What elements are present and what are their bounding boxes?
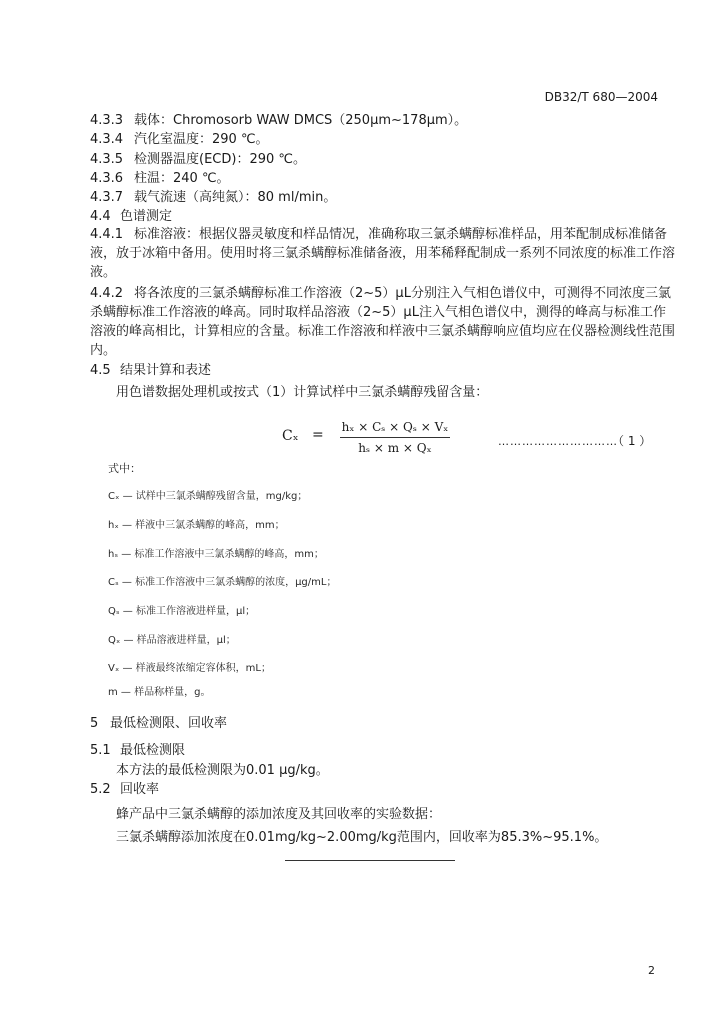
heading-4-4 [90, 208, 172, 225]
legend-item: Qₛ — 标准工作溶液进样量，μl； [108, 606, 256, 617]
end-rule [285, 860, 455, 861]
clause-number: 4.4.1 [90, 227, 124, 242]
legend-item: hₓ — 样液中三氯杀螨醇的峰高，mm； [108, 520, 285, 531]
formula-numerator: hₓ × Cₛ × Qₛ × Vₓ [341, 420, 449, 434]
paragraph-line: 用色谱数据处理机或按式（1）计算试样中三氯杀螨醇残留含量： [116, 385, 489, 400]
clause-4-3-4 [90, 131, 269, 148]
paragraph-line: 蜂产品中三氯杀螨醇的添加浓度及其回收率的实验数据： [116, 807, 442, 822]
formula-leader-dots: ………………………… [498, 435, 618, 448]
clause-4-3-7 [90, 189, 336, 206]
clause-number: 5.1 [90, 743, 111, 758]
heading-4-5 [90, 362, 211, 379]
clause-number: 4.3.5 [90, 152, 124, 167]
paragraph-line: 液，放于冰箱中备用。使用时将三氯杀螨醇标准储备液，用苯稀释配制成一系列不同浓度的标准工作溶 [90, 246, 676, 261]
clause-number: 5 [90, 716, 99, 731]
formula-lhs: Cₓ [282, 428, 299, 444]
clause-number: 5.2 [90, 782, 111, 797]
clause-number: 4.3.7 [90, 190, 124, 205]
formula-denominator: hₛ × m × Qₓ [358, 441, 432, 455]
heading-5-1 [90, 742, 185, 759]
clause-text: 载气流速（高纯氮）：80 ml/min。 [134, 190, 337, 205]
clause-text: 汽化室温度：290 ℃。 [134, 132, 269, 147]
clause-text: 柱温：240 ℃。 [134, 171, 230, 186]
clause-text: 将各浓度的三氯杀螨醇标准工作溶液（2~5）μL分别注入气相色谱仪中，可测得不同浓度三氯 [134, 286, 671, 301]
paragraph-line: 液。 [90, 265, 117, 280]
paragraph-line: 本方法的最低检测限为0.01 μg/kg。 [116, 763, 329, 778]
fraction-bar [340, 437, 450, 438]
heading-text: 最低检测限、回收率 [110, 716, 228, 731]
clause-number: 4.5 [90, 363, 111, 378]
clause-4-3-5 [90, 151, 306, 168]
page-number: 2 [648, 964, 655, 977]
clause-4-3-6 [90, 170, 230, 187]
heading-text: 色谱测定 [120, 209, 173, 224]
legend-item: Cₓ — 试样中三氯杀螨醇残留含量，mg/kg； [108, 491, 308, 502]
heading-5 [90, 715, 227, 732]
clause-4-4-2 [90, 285, 671, 302]
clause-text: 检测器温度(ECD)：290 ℃。 [134, 152, 306, 167]
standard-code: DB32/T 680—2004 [544, 90, 658, 104]
clause-number: 4.3.3 [90, 113, 124, 128]
formula-equals: = [312, 427, 324, 443]
clause-number: 4.4.2 [90, 286, 124, 301]
clause-number: 4.3.4 [90, 132, 124, 147]
clause-number: 4.3.6 [90, 171, 124, 186]
paragraph-line: 内。 [90, 343, 117, 358]
clause-text: 载体：Chromosorb WAW DMCS（250μm~178μm）。 [134, 113, 468, 128]
clause-text: 标准溶液：根据仪器灵敏度和样品情况，准确称取三氯杀螨醇标准样品，用苯配制成标准储备 [134, 227, 668, 242]
clause-number: 4.4 [90, 209, 111, 224]
heading-text: 最低检测限 [120, 743, 186, 758]
legend-item: Vₓ — 样液最终浓缩定容体积，mL； [108, 663, 271, 674]
heading-text: 回收率 [120, 782, 160, 797]
paragraph-line: 杀螨醇标准工作溶液的峰高。同时取样品溶液（2~5）μL注入气相色谱仪中，测得的峰高与标准工作 [90, 305, 666, 320]
clause-4-4-1 [90, 226, 667, 243]
legend-item: hₛ — 标准工作溶液中三氯杀螨醇的峰高，mm； [108, 549, 324, 560]
legend-item: Cₛ — 标准工作溶液中三氯杀螨醇的浓度，μg/mL； [108, 577, 337, 588]
clause-4-3-3 [90, 112, 467, 129]
legend-intro: 式中： [108, 462, 141, 475]
paragraph-line: 三氯杀螨醇添加浓度在0.01mg/kg~2.00mg/kg范围内，回收率为85.3%~95.1%。 [116, 830, 608, 845]
paragraph-line: 溶液的峰高相比，计算相应的含量。标准工作溶液和样液中三氯杀螨醇响应值均应在仪器检测线性范围 [90, 324, 676, 339]
legend-item: Qₓ — 样品溶液进样量，μl； [108, 635, 236, 646]
equation-number: （ 1 ） [612, 434, 652, 448]
heading-5-2 [90, 781, 159, 798]
heading-text: 结果计算和表述 [120, 363, 212, 378]
legend-item: m — 样品称样量，g。 [108, 687, 211, 698]
